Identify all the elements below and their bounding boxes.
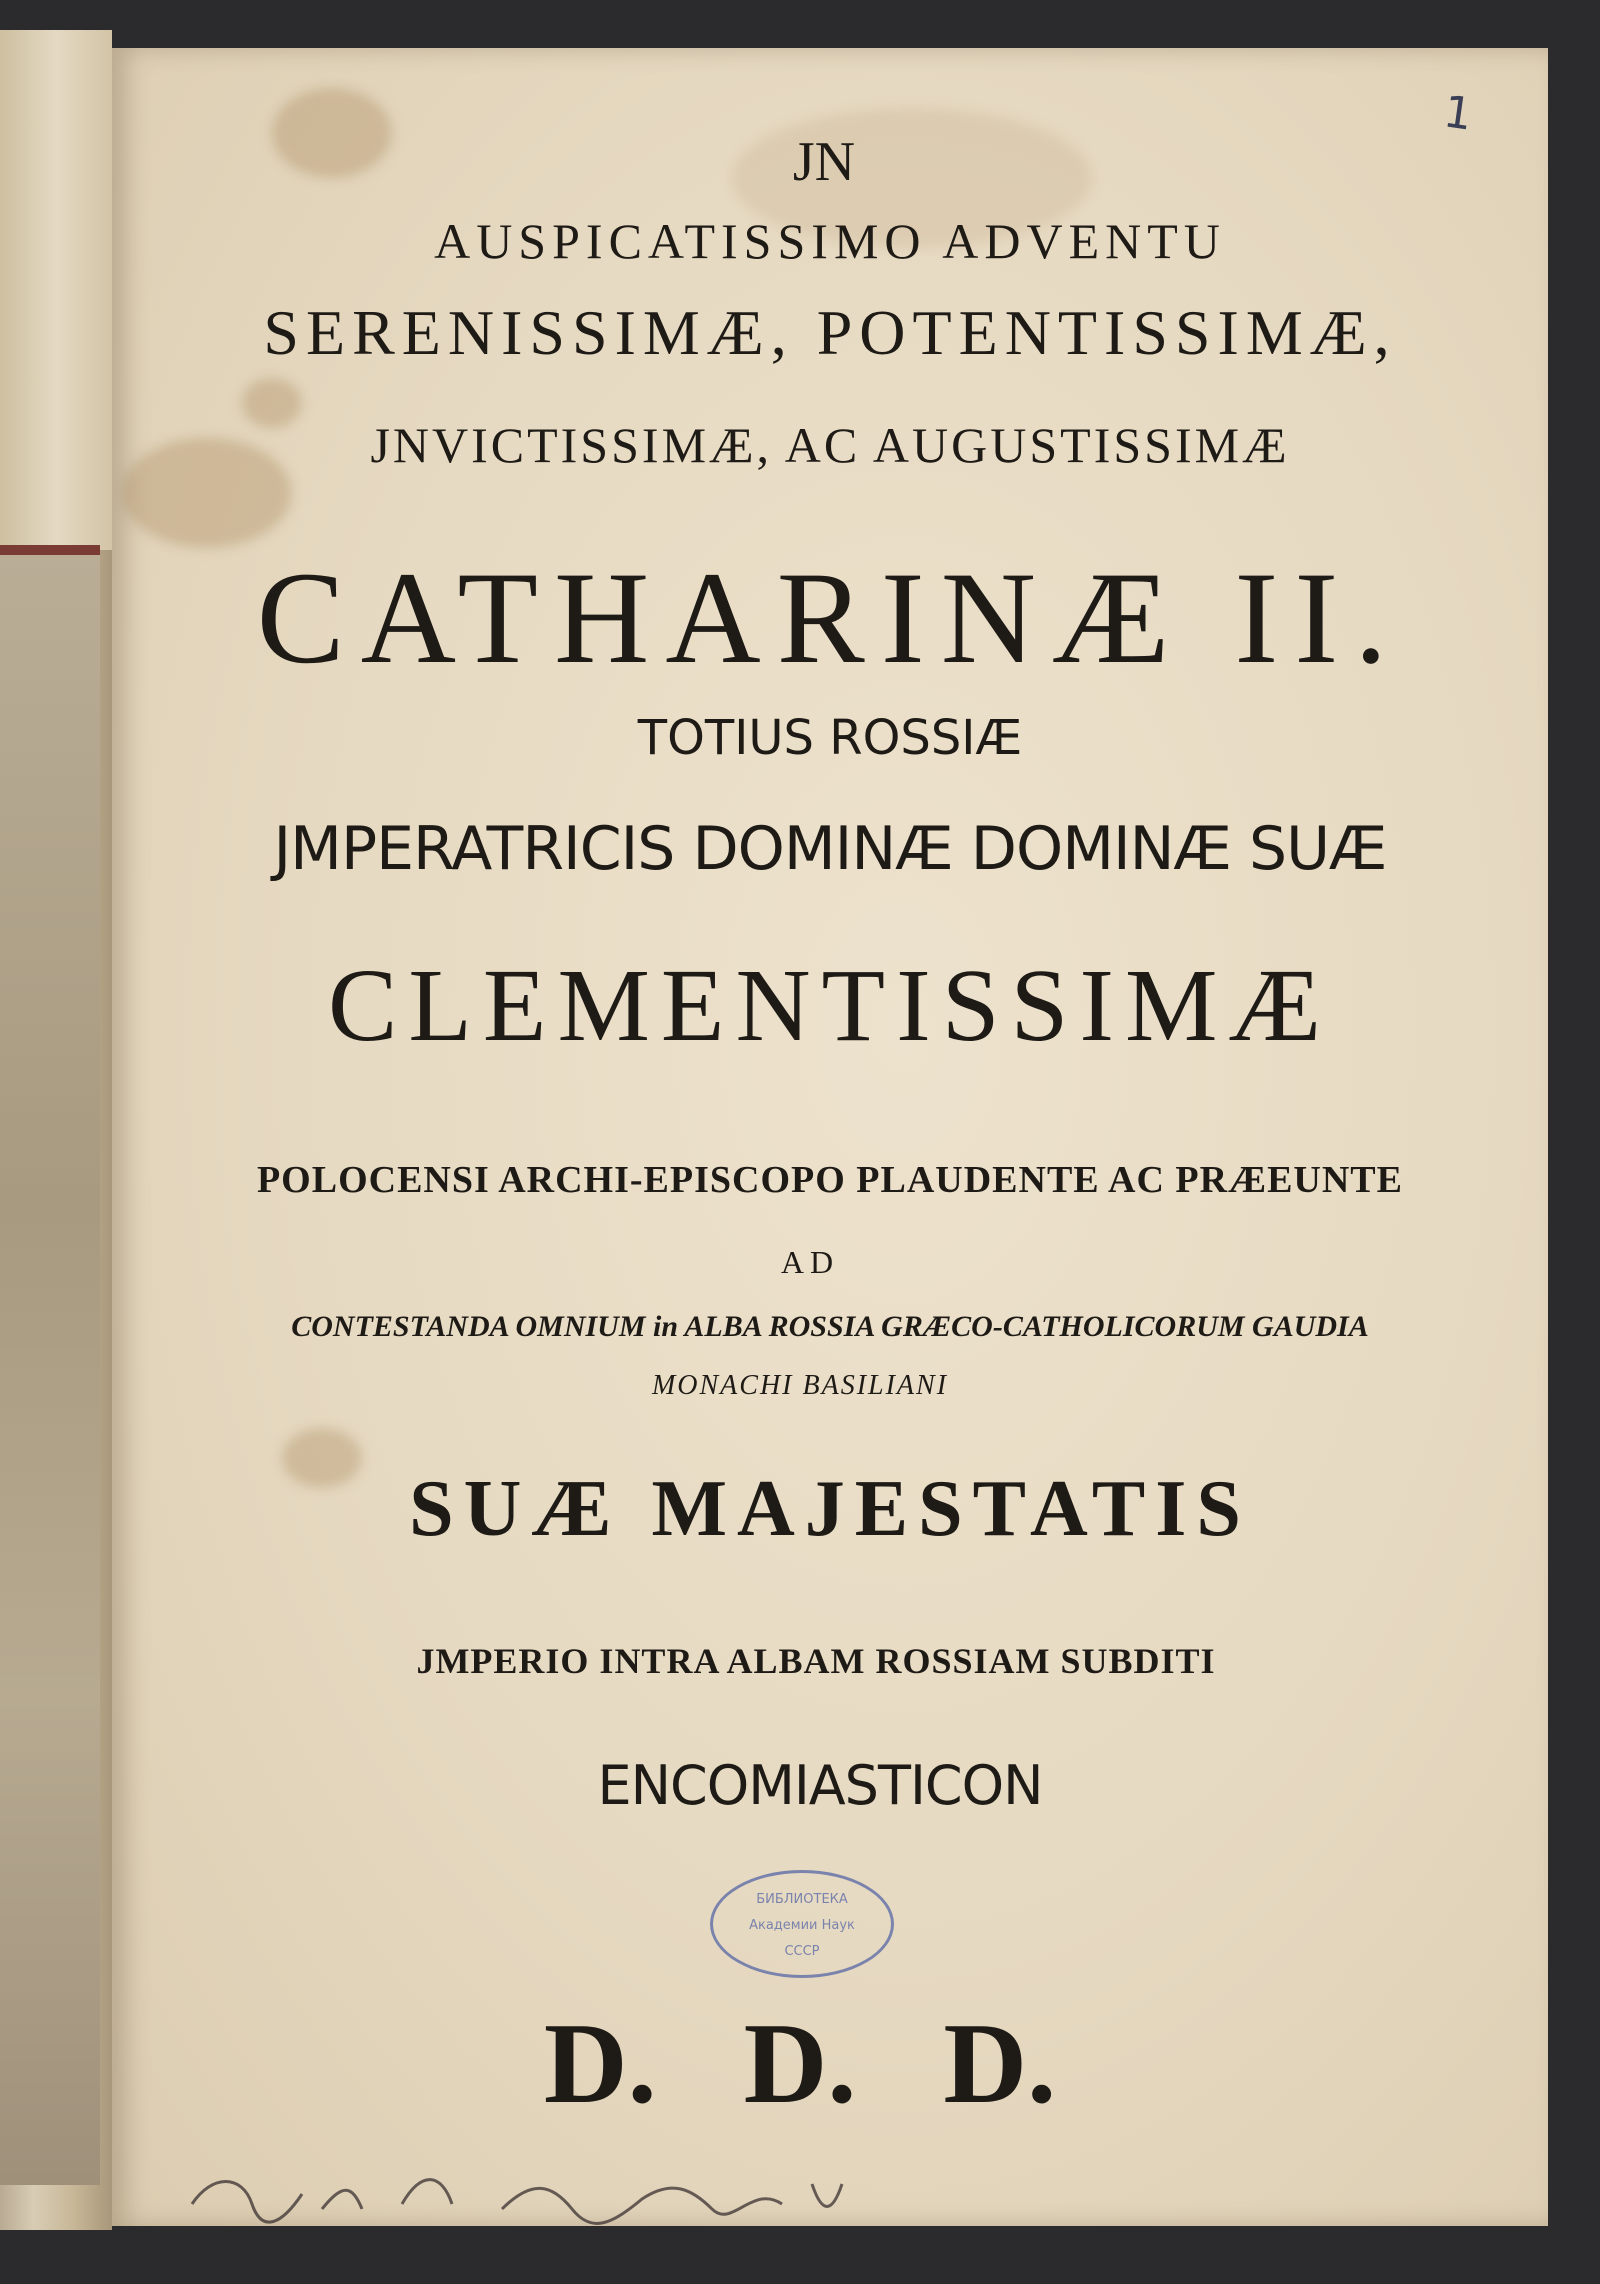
title-line-clementissimae: CLEMENTISSIMÆ: [328, 948, 1332, 1063]
title-line-adventu: AUSPICATISSIMO ADVENTU: [434, 213, 1226, 269]
title-line-jn: JN: [792, 131, 856, 193]
handwritten-page-number: 1: [1440, 86, 1476, 141]
stamp-line: БИБЛИОТЕКА: [756, 1892, 848, 1907]
flyleaf-edge: [0, 30, 112, 550]
title-line-ad: AD: [780, 1244, 840, 1280]
stamp-line: СССР: [784, 1944, 820, 1959]
title-line-contestanda: CONTESTANDA OMNIUM in ALBA ROSSIA GRÆCO-CATHOLICORUM GAUDIA: [291, 1310, 1369, 1343]
title-line-suae-majestatis: SUÆ MAJESTATIS: [409, 1465, 1251, 1553]
title-line-serenissimae: SERENISSIMÆ, POTENTISSIMÆ,: [263, 297, 1397, 368]
title-line-monachi-basiliani: MONACHI BASILIANI: [651, 1370, 949, 1401]
title-line-ddd: D. D. D.: [543, 2000, 1057, 2128]
title-page: [112, 48, 1548, 2226]
spine-red-band: [0, 545, 100, 555]
handwritten-signature: [172, 2164, 1072, 2234]
title-line-encomiasticon: ENCOMIASTICON: [597, 1754, 1043, 1817]
title-line-imperio: JMPERIO INTRA ALBAM ROSSIAM SUBDITI: [416, 1641, 1216, 1681]
title-line-totius-rossiae: TOTIUS ROSSIÆ: [637, 710, 1023, 766]
title-line-catharinae: CATHARINÆ II.: [256, 544, 1404, 691]
stamp-line: Академии Наук: [749, 1918, 855, 1933]
library-stamp: [710, 1870, 894, 1978]
title-line-polocensi: POLOCENSI ARCHI-EPISCOPO PLAUDENTE AC PRÆEUNTE: [256, 1159, 1404, 1201]
title-line-invictissimae: JNVICTISSIMÆ, AC AUGUSTISSIMÆ: [370, 417, 1290, 473]
title-line-imperatricis: JMPERATRICIS DOMINÆ DOMINÆ SUÆ: [273, 814, 1387, 884]
